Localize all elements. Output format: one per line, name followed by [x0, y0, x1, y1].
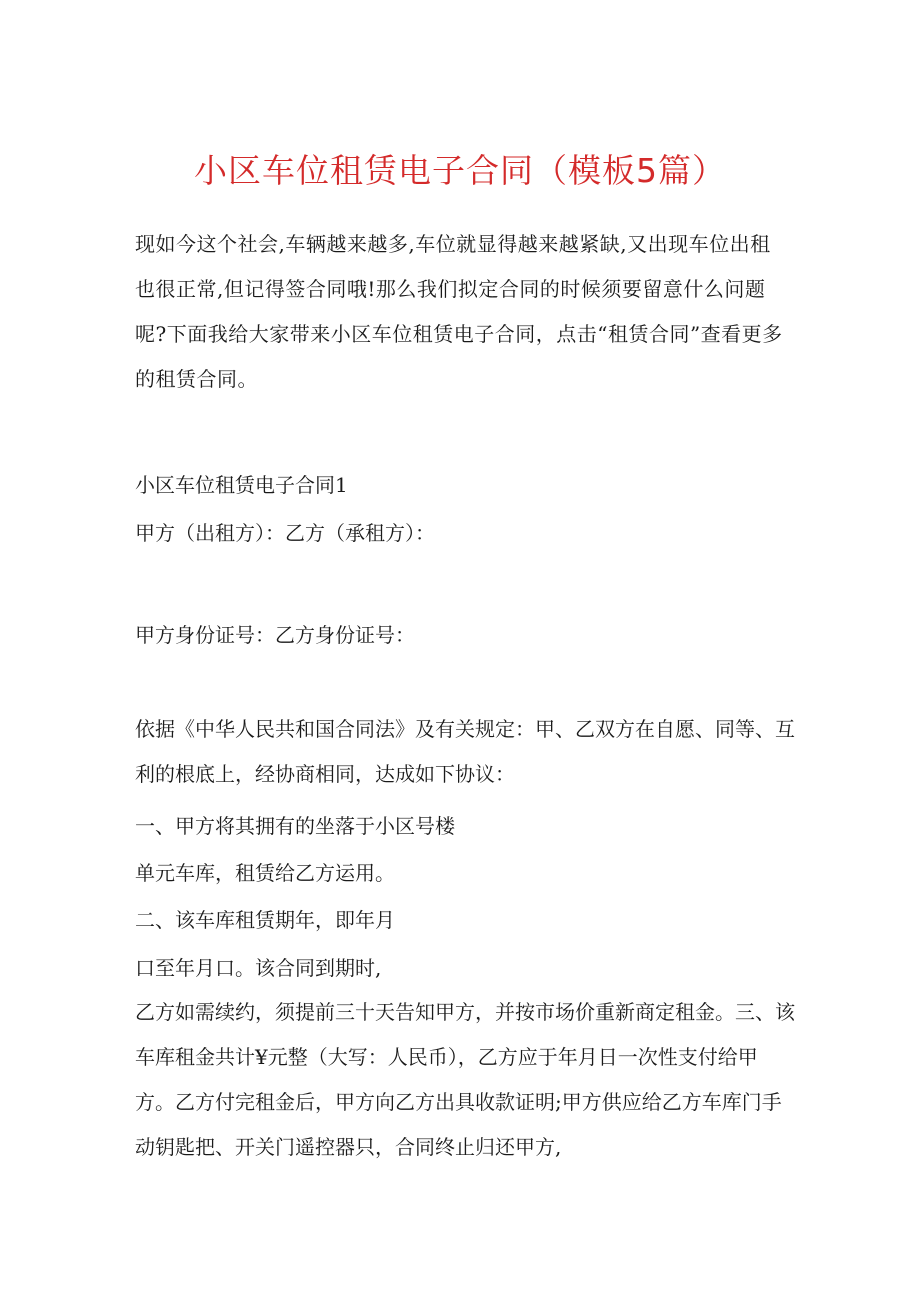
document-title: 小区车位租赁电子合同（模板5篇）	[194, 151, 726, 190]
parties-line: 甲方（出租方）：乙方（承租方）：	[135, 521, 435, 545]
clause1-line-b: 单元车库，租赁给乙方运用。	[135, 861, 395, 885]
id-numbers-line: 甲方身份证号：乙方身份证号：	[135, 623, 415, 647]
basis-paragraph: 依据《中华人民共和国合同法》及有关规定：甲、乙双方在自愿、同等、互利的根底上，经协商相同，达成如下协议：	[135, 717, 795, 786]
section-heading: 小区车位租赁电子合同1	[135, 473, 348, 497]
clause2-line-a: 二、该车库租赁期年，即年月	[135, 908, 395, 932]
clause2-clause3-paragraph: 乙方如需续约，须提前三十天告知甲方，并按市场价重新商定租金。三、该车库租金共计¥元整（大写：人民币），乙方应于年月日一次性支付给甲方。乙方付完租金后，甲方向乙方出具收款证明;甲方供应给乙方车库门手动钥匙把、开关门遥控器只，合同终止归还甲方,	[135, 1000, 795, 1159]
clause2-line-b: 口至年月口。该合同到期时,	[135, 956, 382, 980]
clause1-line-a: 一、甲方将其拥有的坐落于小区号楼	[135, 814, 455, 838]
intro-paragraph: 现如今这个社会,车辆越来越多,车位就显得越来越紧缺,又出现车位出租也很正常,但记得签合同哦!那么我们拟定合同的时候须要留意什么问题呢?下面我给大家带来小区车位租赁电子合同，点击“租赁合同”查看更多的租赁合同。	[135, 232, 783, 391]
